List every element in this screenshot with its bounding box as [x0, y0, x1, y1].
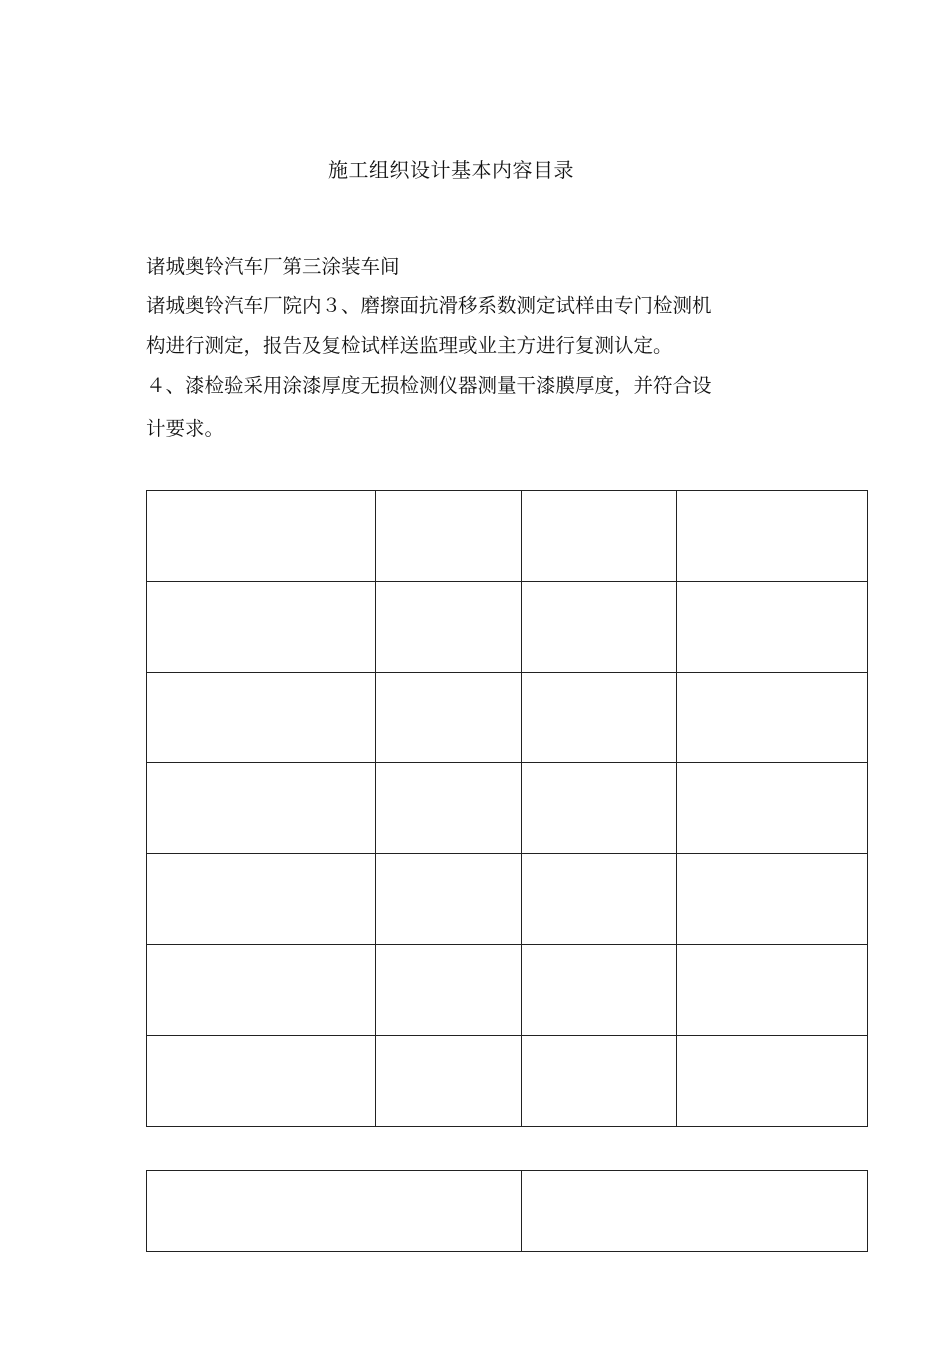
content-table: [146, 490, 868, 1127]
table-cell: [677, 763, 868, 854]
table-cell: [677, 1035, 868, 1126]
table-row: [147, 1035, 868, 1126]
paragraph-line: 计要求。: [146, 417, 225, 440]
table-cell: [375, 763, 522, 854]
table-cell: [522, 1035, 677, 1126]
table-row: [147, 581, 868, 672]
paragraph-line: 诸城奥铃汽车厂第三涂装车间: [146, 255, 400, 278]
table-cell: [375, 672, 522, 763]
table-row: [147, 854, 868, 945]
table-cell: [522, 763, 677, 854]
table-cell: [147, 1035, 376, 1126]
table-cell: [522, 672, 677, 763]
table-cell: [677, 854, 868, 945]
table-cell: [522, 491, 677, 582]
table-row: [147, 1171, 868, 1252]
page-title: 施工组织设计基本内容目录: [328, 158, 574, 182]
table-row: [147, 491, 868, 582]
table-cell: [147, 581, 376, 672]
paragraph-line: ４、漆检验采用涂漆厚度无损检测仪器测量干漆膜厚度，并符合设: [146, 374, 712, 397]
table-cell: [375, 1035, 522, 1126]
table-cell: [522, 944, 677, 1035]
table-cell: [147, 672, 376, 763]
table-cell: [677, 581, 868, 672]
table-cell: [147, 944, 376, 1035]
table-cell: [147, 763, 376, 854]
table-cell: [375, 581, 522, 672]
table-cell: [147, 1171, 522, 1252]
table-cell: [375, 491, 522, 582]
table-cell: [522, 854, 677, 945]
table-cell: [522, 581, 677, 672]
paragraph-line: 诸城奥铃汽车厂院内３、磨擦面抗滑移系数测定试样由专门检测机: [146, 294, 712, 317]
table-cell: [677, 491, 868, 582]
table-cell: [677, 672, 868, 763]
table-cell: [677, 944, 868, 1035]
table-row: [147, 763, 868, 854]
table-cell: [147, 491, 376, 582]
paragraph-line: 构进行测定，报告及复检试样送监理或业主方进行复测认定。: [146, 334, 673, 357]
footer-table: [146, 1170, 868, 1252]
table-cell: [147, 854, 376, 945]
table-cell: [375, 854, 522, 945]
table-cell: [375, 944, 522, 1035]
table-cell: [522, 1171, 868, 1252]
table-row: [147, 672, 868, 763]
table-row: [147, 944, 868, 1035]
